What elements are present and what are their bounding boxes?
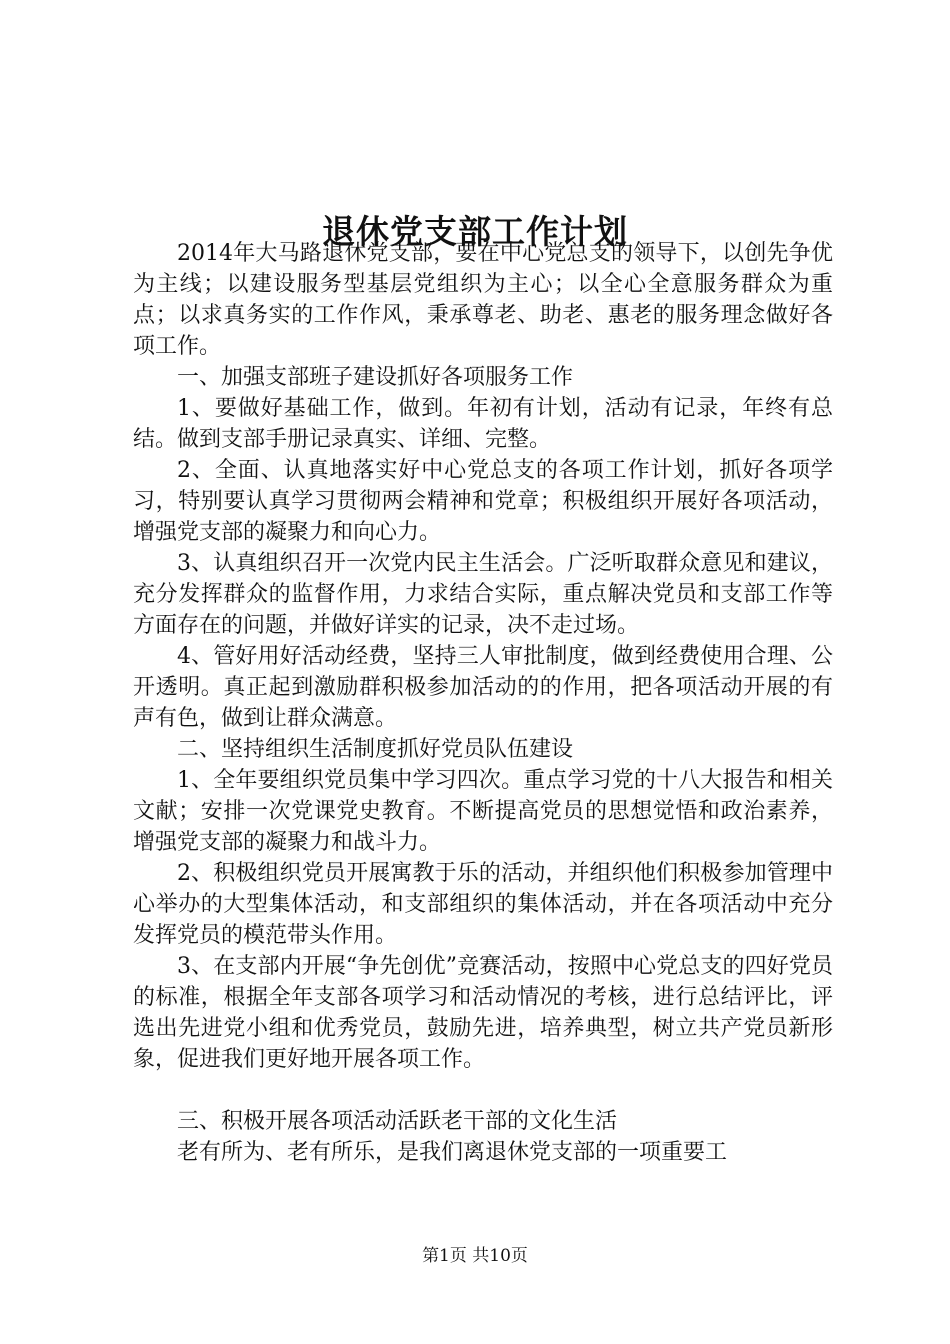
section-heading-1: 一、加强支部班子建设抓好各项服务工作: [177, 365, 574, 390]
section-heading-2: 二、坚持组织生活制度抓好党员队伍建设: [177, 737, 574, 762]
section-heading-3: 三、积极开展各项活动活跃老干部的文化生活: [177, 1109, 618, 1134]
document-title: 退休党支部工作计划: [322, 212, 628, 252]
paragraph-2-2: 2、积极组织党员开展寓教于乐的活动，并组织他们积极参加管理中心举办的大型集体活动，和支部组织的集体活动，并在各项活动中充分发挥党员的模范带头作用。: [133, 861, 833, 948]
paragraph-2-1: 1、全年要组织党员集中学习四次。重点学习党的十八大报告和相关文献；安排一次党课党史教育。不断提高党员的思想觉悟和政治素养，增强党支部的凝聚力和战斗力。: [133, 768, 833, 855]
paragraph-intro: 2014年大马路退休党支部，要在中心党总支的领导下，以创先争优为主线；以建设服务型基层党组织为主心；以全心全意服务群众为重点；以求真务实的工作作风，秉承尊老、助老、惠老的服务理念做好各项工作。: [133, 241, 833, 359]
paragraph-1-2: 2、全面、认真地落实好中心党总支的各项工作计划，抓好各项学习，特别要认真学习贯彻两会精神和党章；积极组织开展好各项活动，增强党支部的凝聚力和向心力。: [133, 458, 833, 545]
paragraph-2-3: 3、在支部内开展“争先创优”竞赛活动，按照中心党总支的四好党员的标准，根据全年支部各项学习和活动情况的考核，进行总结评比，评选出先进党小组和优秀党员，鼓励先进，培养典型，树立共产党员新形象，促进我们更好地开展各项工作。: [133, 954, 833, 1072]
page-footer: 第1页 共10页: [422, 1246, 528, 1266]
paragraph-1-3: 3、认真组织召开一次党内民主生活会。广泛听取群众意见和建议，充分发挥群众的监督作用，力求结合实际，重点解决党员和支部工作等方面存在的问题，并做好详实的记录，决不走过场。: [133, 551, 833, 638]
paragraph-1-4: 4、管好用好活动经费，坚持三人审批制度，做到经费使用合理、公开透明。真正起到激励群积极参加活动的的作用，把各项活动开展的有声有色，做到让群众满意。: [133, 644, 833, 731]
paragraph-3-1: 老有所为、老有所乐，是我们离退休党支部的一项重要工: [177, 1140, 728, 1165]
paragraph-1-1: 1、要做好基础工作，做到。年初有计划，活动有记录，年终有总结。做到支部手册记录真实、详细、完整。: [133, 396, 833, 452]
document-body: [133, 238, 833, 1168]
